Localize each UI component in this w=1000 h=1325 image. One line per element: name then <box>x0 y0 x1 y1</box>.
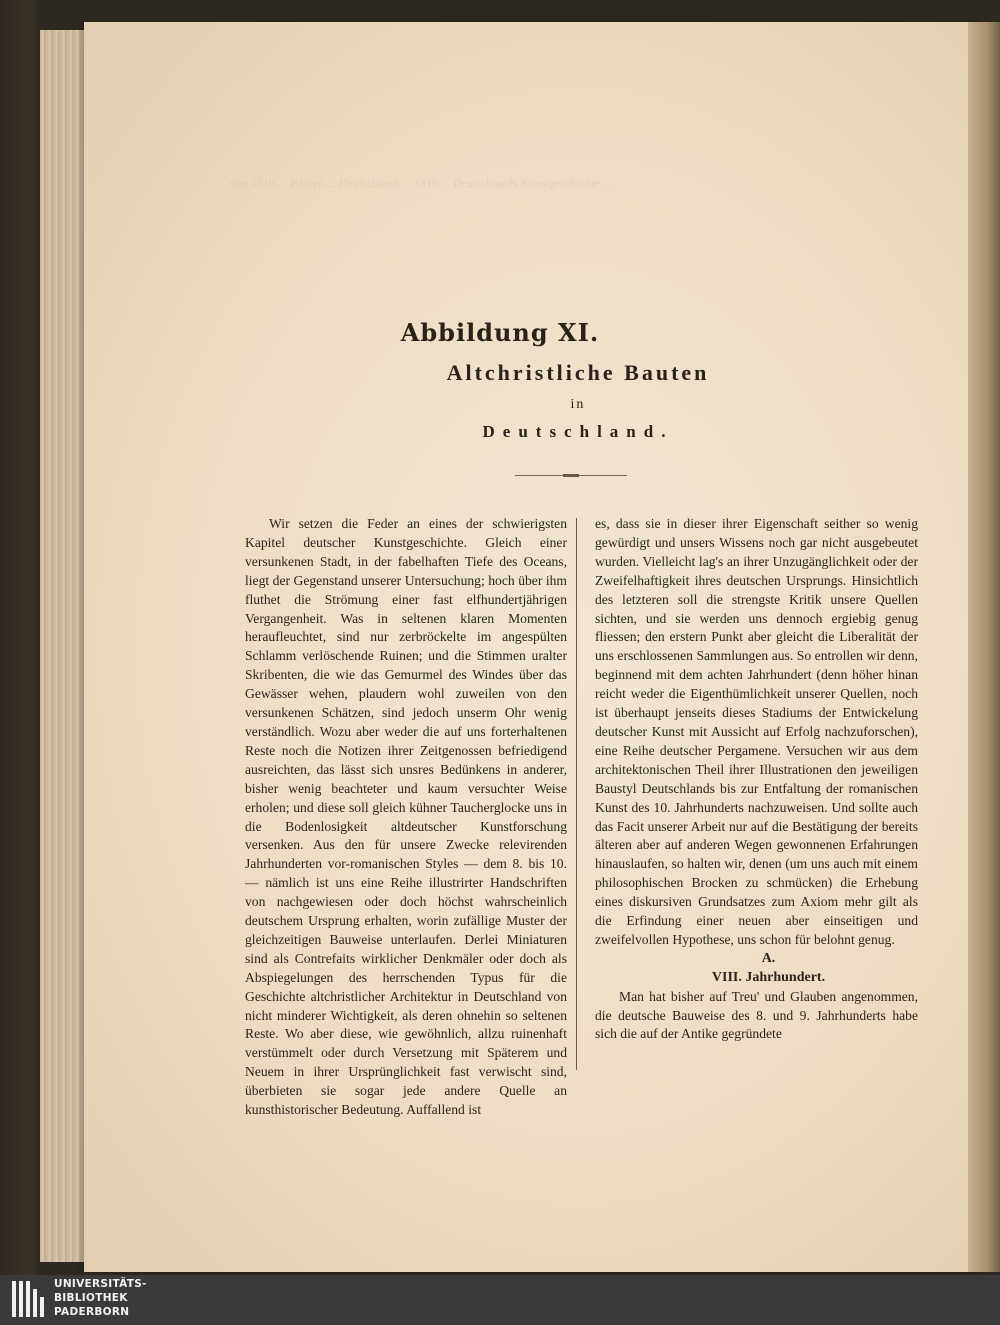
library-logo-icon <box>12 1279 46 1319</box>
title-connector: in <box>570 397 586 412</box>
right-column <box>595 515 918 1044</box>
section-text: Man hat bisher auf Treu' und Glauben angenommen, die deutsche Bauweise des 8. und 9. Jahrhunderts habe sich die auf der Antike gegründete <box>595 988 918 1042</box>
library-name-line3: PADERBORN <box>54 1306 130 1318</box>
title-divider <box>515 475 627 476</box>
section-title: VIII. Jahrhundert. <box>711 969 826 985</box>
figure-label: Abbildung XI. <box>400 318 600 347</box>
page-edges <box>40 30 90 1262</box>
library-name-line1: UNIVERSITÄTS- <box>54 1278 147 1290</box>
left-column-text: Wir setzen die Feder an eines der schwierigsten Kapitel deutscher Kunstgeschichte. Gleich einer versunkenen Stadt, in der fabelhaften Tiefe des Oceans, liegt der Gegenstand unserer Untersuchung; hoch über ihm fluthet die Strömung einer fast elfhundertjährigen Vergangenheit. Was in seltenen klaren Momenten heraufleuchtet, sind nur zerbröckelte im angespülten Schlamm verlöschende Ruinen; und die Stimmen uralter Skribenten, die wie das Gemurmel des Windes über das Gewässer wehen, plaudern wohl zuweilen von den versunkenen Schätzen, sind jedoch unserm Ohr wenig verständlich. Wozu aber weder die auf uns forterhaltenen Reste noch die Notizen ihrer Zeitgenossen befriedigend ausreichten, das lässt sich unsres Bedünkens in anderer, bisher wenig beachteter und kaum versuchter Weise erholen; und diese soll gleich kühner Taucherglocke uns in die Bodenlosigkeit altdeutscher Kunstforschung versenken. Aus den für unsere Zwecke relevirenden Jahrhunderten vor-romanischen Styles — dem 8. bis 10. — nämlich ist uns eine Reihe illustrirter Handschriften von nachgewiesen oder doch höchst wahrscheinlich deutschem Ursprung erhalten, worin zufällige Muster der gleichzeitigen Bauweise unterlaufen. Derlei Miniaturen sind als Contrefaits wirklicher Denkmäler oder doch als Abspiegelungen des herrschenden Typus für die Geschichte altchristlicher Architektur in Deutschland von nicht minderer Wichtigkeit, als deren ohnehin so seltenen Reste. Wo aber diese, wie gewöhnlich, allzu ruinenhaft verstümmelt oder durch Versetzung mit Späterem und Neuem in ihrer Ursprünglichkeit fast verwischt sind, überbieten sie sogar jede andere Quelle an kunsthistorischer Bedeutung. Auffallend ist <box>245 516 567 1118</box>
right-column-text: es, dass sie in dieser ihrer Eigenschaft seither so wenig gewürdigt und unsers Wissens noch gar nicht ausgebeutet wurden. Vielleicht lag's an ihrer Unzugänglichkeit oder der Zweifelhaftigkeit ihres deutschen Ursprungs. Hinsichtlich des letzteren soll die strengste Kritik unsere Quellen sichten, und sie werden uns dennoch ergiebig genug fliessen; den erstern Punkt aber gleicht die Liberalität der uns erschlossenen Sammlungen aus. So entrollen wir denn, beginnend mit dem achten Jahrhundert (denn höher hinan reicht weder die Eigenthümlichkeit unserer Quellen, noch ist überhaupt jenseits dieses Stadiums der Entwickelung deutscher Kunst mit Aussicht auf Erfolg nachzuforschen), eine Reihe deutscher Pergamene. Versuchen wir aus dem architektonischen Theil ihrer Illustrationen den jeweiligen Baustyl Deutschlands bis zur Entfaltung der romanischen Kunst des 10. Jahrhunderts nachzuweisen. Und sollte auch das Facit unserer Arbeit nur auf die Bestätigung der bereits älteren aber auf anderen Wegen gewonnenen Erfahrungen hinauslaufen, so halten wir, denen (um uns auch mit einem philosophischen Brocken zu schmücken) die Erhebung eines diskursiven Grundsatzes zum Axiom mehr gilt als die Erfindung einer neuen aber einseitigen und zweifelvollen Hypothese, uns schon für belohnt genug. <box>595 516 918 947</box>
column-divider <box>576 518 577 1070</box>
left-column <box>245 515 567 1120</box>
section-letter: A. <box>761 950 776 966</box>
bleed-through-text: von 1510 ... Bauten ... Deutschland ... 1310 ... Deutschlands Kunstgeschichte ... <box>230 176 612 190</box>
right-page-fold <box>968 22 1000 1272</box>
library-name-line2: BIBLIOTHEK <box>54 1292 128 1304</box>
title-country: Deutschland. <box>482 422 674 441</box>
page-title: Altchristliche Bauten <box>446 360 710 385</box>
library-footer <box>0 1275 1000 1325</box>
